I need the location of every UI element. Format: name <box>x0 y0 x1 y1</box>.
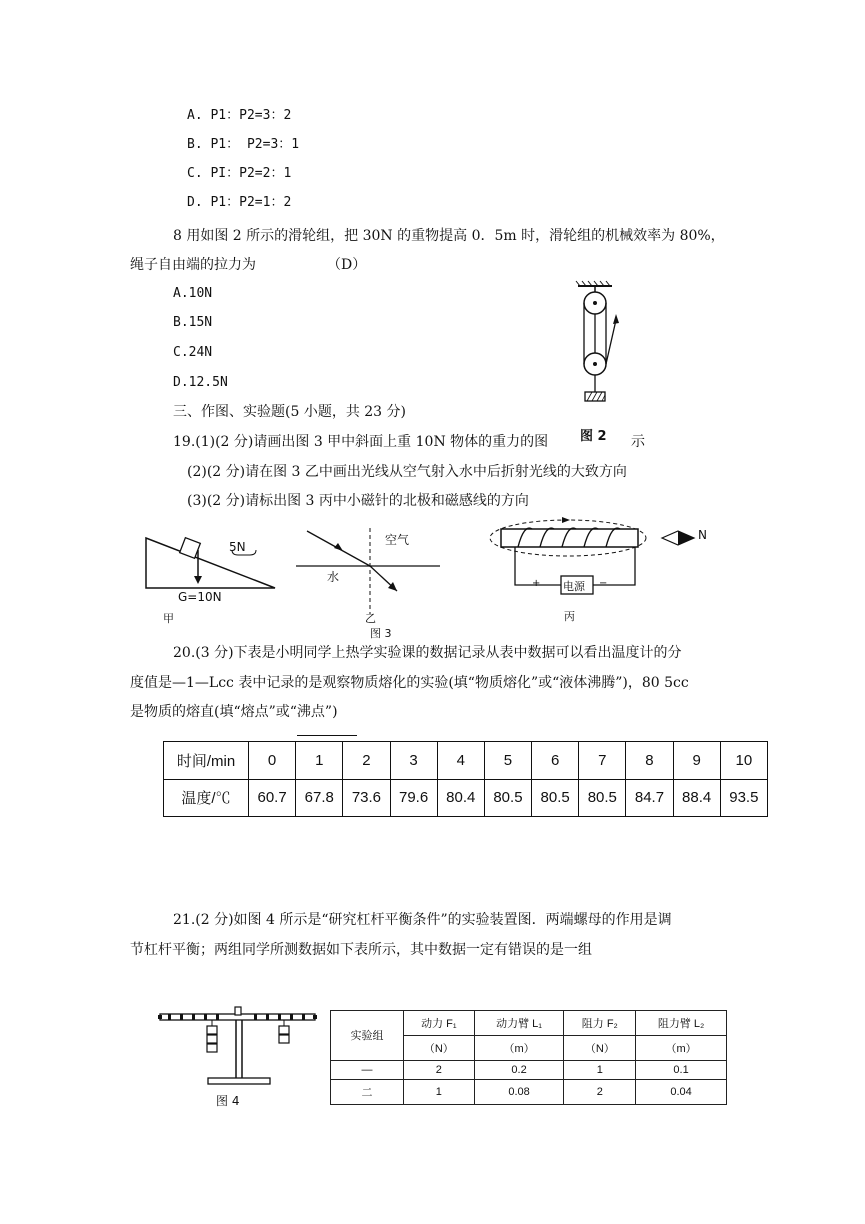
unit-m: （m） <box>636 1035 727 1060</box>
q8-line2: 绳子自由端的拉力为 <box>130 257 256 273</box>
force-scale-label: 5N <box>229 540 246 554</box>
unit-m: （m） <box>474 1035 564 1060</box>
table-cell: 0.1 <box>636 1060 727 1080</box>
q19-line2: (2)(2 分)请在图 3 乙中画出光线从空气射入水中后折射光线的大致方向 <box>187 464 627 480</box>
label-bing: 丙 <box>564 610 575 623</box>
needle-n-label: N <box>698 528 707 542</box>
row2-header: 温度/℃ <box>164 779 249 817</box>
table-cell: 84.7 <box>626 779 673 817</box>
table-row <box>331 1011 727 1036</box>
table-cell: 0 <box>249 742 296 780</box>
q21-line1: 21.(2 分)如图 4 所示是“研究杠杆平衡条件”的实验装置图．两端螺母的作用是调 <box>173 912 672 928</box>
unit-n: （N） <box>564 1035 636 1060</box>
table-row <box>164 779 768 817</box>
q21-line2: 节杠杆平衡；两组同学所测数据如下表所示，其中数据一定有错误的是一组 <box>130 942 592 958</box>
table-cell: 88.4 <box>673 779 720 817</box>
figure4-caption: 图 4 <box>216 1094 240 1108</box>
power-label: 电源 <box>563 580 585 593</box>
figure3-caption: 图 3 <box>370 627 392 640</box>
table-cell: 93.5 <box>720 779 767 817</box>
header-group: 实验组 <box>331 1011 404 1061</box>
header-f1: 动力 F₁ <box>404 1011 475 1036</box>
table-cell: 1 <box>404 1080 475 1105</box>
table-cell: 3 <box>390 742 437 780</box>
option-d: D. P1：P2=1：2 <box>187 195 292 210</box>
header-l1: 动力臂 L₁ <box>474 1011 564 1036</box>
row1-header: 时间/min <box>164 742 249 780</box>
option-a: A. P1：P2=3：2 <box>187 108 292 123</box>
q8-line1: 8 用如图 2 所示的滑轮组，把 30N 的重物提高 0．5m 时，滑轮组的机械效率为 80%， <box>173 228 725 244</box>
table-cell: 0.08 <box>474 1080 564 1105</box>
q8-option-d: D.12.5N <box>173 375 228 390</box>
label-yi: 乙 <box>365 612 376 625</box>
q8-answer: （D） <box>327 257 367 273</box>
table-cell: 10 <box>720 742 767 780</box>
table-cell: 9 <box>673 742 720 780</box>
header-f2: 阻力 F₂ <box>564 1011 636 1036</box>
table-cell: 4 <box>437 742 484 780</box>
table-cell: 79.6 <box>390 779 437 817</box>
table-cell: 73.6 <box>343 779 390 817</box>
pulley-figure <box>560 280 630 410</box>
table-cell: 2 <box>564 1080 636 1105</box>
option-b: B. P1： P2=3：1 <box>187 137 300 152</box>
q19-line1: 19.(1)(2 分)请画出图 3 甲中斜面上重 10N 物体的重力的图 <box>173 434 549 450</box>
q20-line1: 20.(3 分)下表是小明同学上热学实验课的数据记录从表中数据可以看出温度计的分 <box>173 645 682 661</box>
water-label: 水 <box>327 570 340 584</box>
table-cell: 2 <box>404 1060 475 1080</box>
temperature-table <box>163 741 768 817</box>
weight-label: G=10N <box>178 590 222 604</box>
table-row <box>164 742 768 780</box>
lever-data-table <box>330 1010 727 1105</box>
q8-option-c: C.24N <box>173 345 213 360</box>
table-cell: 80.4 <box>437 779 484 817</box>
table-row <box>331 1060 727 1080</box>
lever-figure <box>158 1004 333 1094</box>
q8-option-a: A.10N <box>173 286 213 301</box>
table-cell: 0.2 <box>474 1060 564 1080</box>
answer-underline <box>297 735 357 736</box>
table-cell: 0.04 <box>636 1080 727 1105</box>
table-cell: — <box>331 1060 404 1080</box>
header-l2: 阻力臂 L₂ <box>636 1011 727 1036</box>
table-row <box>331 1080 727 1105</box>
table-cell: 80.5 <box>579 779 626 817</box>
unit-n: （N） <box>404 1035 475 1060</box>
q19-line3: (3)(2 分)请标出图 3 丙中小磁针的北极和磁感线的方向 <box>187 493 529 509</box>
table-cell: 1 <box>564 1060 636 1080</box>
table-cell: 60.7 <box>249 779 296 817</box>
minus-label: − <box>599 578 608 589</box>
q8-option-b: B.15N <box>173 315 213 330</box>
q20-line2: 度值是—1—Lcc 表中记录的是观察物质熔化的实验(填“物质熔化”或“液体沸腾”)，80 5cc <box>130 675 689 691</box>
table-cell: 67.8 <box>296 779 343 817</box>
table-cell: 6 <box>532 742 579 780</box>
table-cell: 80.5 <box>484 779 531 817</box>
plus-label: + <box>532 578 541 589</box>
table-cell: 1 <box>296 742 343 780</box>
air-label: 空气 <box>385 533 410 547</box>
table-cell: 二 <box>331 1080 404 1105</box>
table-cell: 7 <box>579 742 626 780</box>
q19-line1-end: 示 <box>631 434 645 450</box>
q20-line3: 是物质的熔直(填“熔点”或“沸点”) <box>130 704 338 720</box>
table-cell: 2 <box>343 742 390 780</box>
refraction-figure <box>293 526 443 616</box>
figure2-caption: 图 2 <box>580 429 607 444</box>
option-c: C. PI：P2=2：1 <box>187 166 292 181</box>
section-title: 三、作图、实验题(5 小题，共 23 分) <box>173 404 406 420</box>
label-jia: 甲 <box>163 612 174 625</box>
table-cell: 80.5 <box>532 779 579 817</box>
table-cell: 5 <box>484 742 531 780</box>
table-cell: 8 <box>626 742 673 780</box>
